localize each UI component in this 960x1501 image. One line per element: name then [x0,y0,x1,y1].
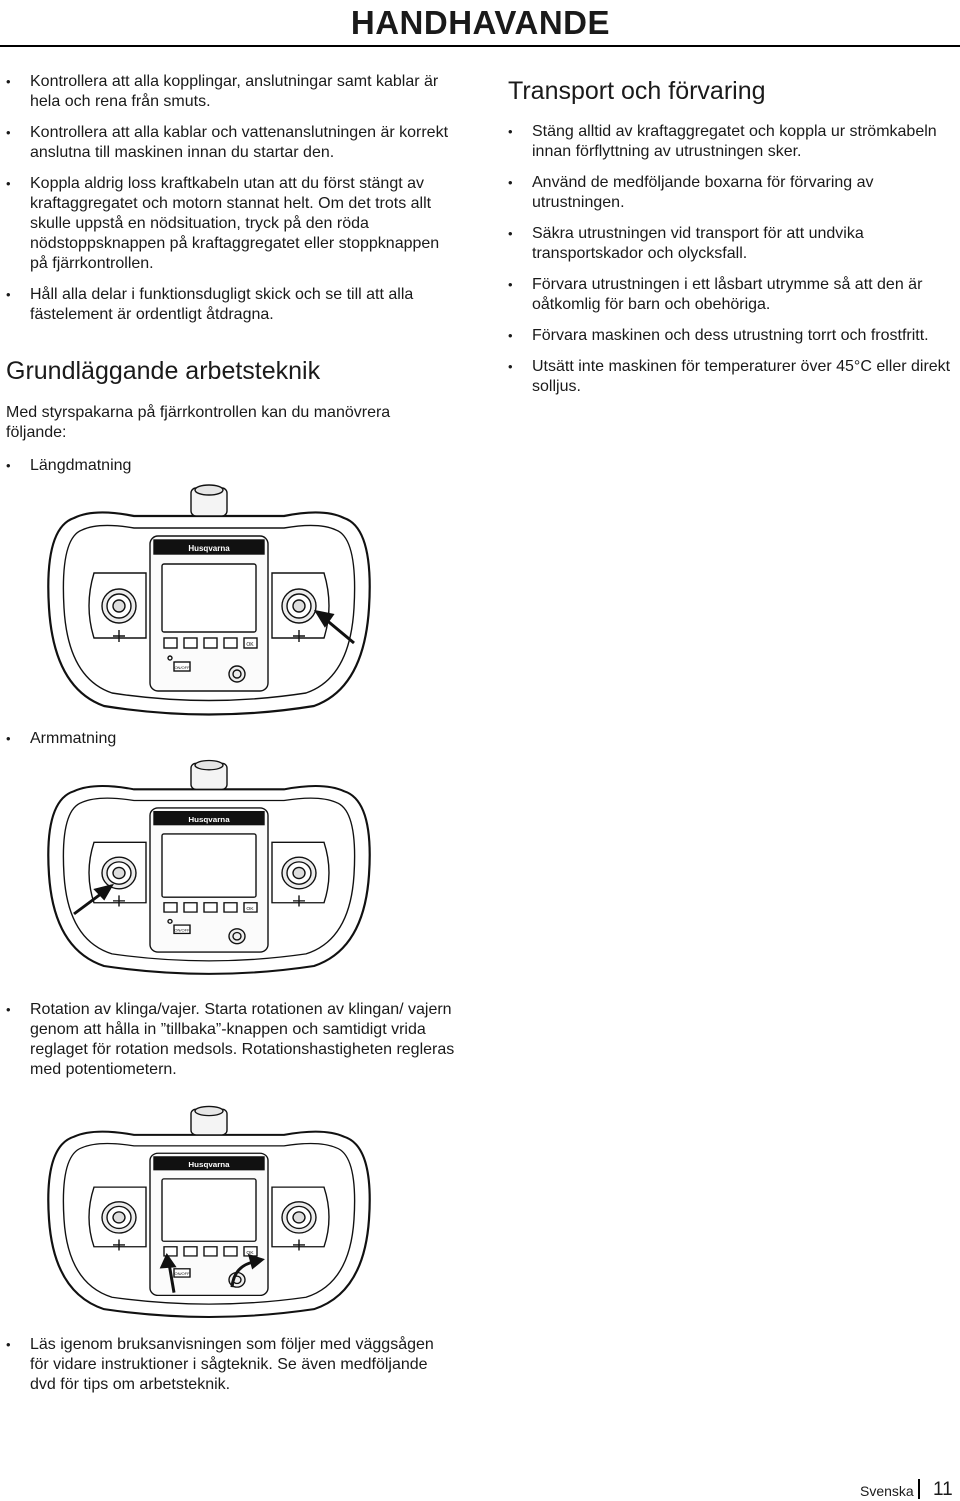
panel-button [224,1247,237,1256]
list-further-reading [6,1335,456,1406]
list-item: • Utsätt inte maskinen för temperaturer över 45°C eller direkt solljus. [508,357,960,397]
ok-button-label: OK [246,1251,254,1257]
remote-control-illustration [34,478,384,720]
section-heading-basic-technique: Grundläggande arbetsteknik [6,357,321,385]
display-screen [162,1179,256,1241]
remote-body [48,761,369,974]
potentiometer-knob [229,666,245,682]
list-item: • Rotation av klinga/vajer. Starta rotationen av klingan/ vajern genom att hålla in ”tillbaka”-knappen och samtidigt vrida reglaget för rotation medsols. Rotationshastigheten regleras med potentiometern. [6,1000,456,1080]
joystick-cap [293,1212,305,1223]
list-rotation [6,1000,456,1091]
panel-button [204,903,217,912]
remote-figure-longitudinal-feed [34,478,384,720]
joystick-symbol [293,1239,305,1250]
header-divider [0,45,960,47]
list-item: • Håll alla delar i funktionsdugligt skick och se till att alla fästelement är ordentligt åtdragna. [6,285,456,325]
section-heading-transport: Transport och förvaring [508,77,766,105]
joystick-cap [113,1212,125,1223]
list-item: • Förvara utrustningen i ett låsbart utrymme så att den är oåtkomlig för barn och obehöriga. [508,275,960,315]
list-item: • Förvara maskinen och dess utrustning torrt och frostfritt. [508,326,960,346]
indicator-arrow [74,886,111,914]
ok-button-label: OK [246,907,254,913]
remote-control-illustration [34,754,384,979]
intro-paragraph: Med styrspakarna på fjärrkontrollen kan du manövrera följande: [6,404,391,441]
remote-control-illustration [34,1100,384,1322]
display-screen [162,834,256,897]
ok-button-label: OK [246,642,254,648]
list-item: • Säkra utrustningen vid transport för att undvika transportskador och olycksfall. [508,224,960,264]
list-item: • Längdmatning [6,456,456,476]
brand-logo-text: Husqvarna [188,544,230,553]
panel-button [224,903,237,912]
panel-button [184,903,197,912]
brand-logo-text: Husqvarna [188,1160,230,1169]
panel-button [224,638,237,648]
panel-button [184,1247,197,1256]
joystick-cap [113,867,125,878]
joystick-symbol [293,895,305,906]
remote-figure-rotation [34,1100,384,1322]
joystick-cap [293,600,305,612]
list-item: • Armmatning [6,729,456,749]
joystick-symbol [113,895,125,906]
transport-list [508,122,960,408]
power-button-label: ON/OFF [174,928,190,933]
list-item: • Använd de medföljande boxarna för förvaring av utrustningen. [508,173,960,213]
panel-button [204,638,217,648]
footer-divider [918,1479,920,1499]
potentiometer-knob [229,929,245,944]
panel-button [204,1247,217,1256]
remote-figure-arm-feed [34,754,384,979]
joystick-symbol [113,1239,125,1250]
joystick-cap [113,600,125,612]
panel-button [164,638,177,648]
emergency-stop-cap [195,1106,223,1115]
list-item: • Stäng alltid av kraftaggregatet och koppla ur strömkabeln innan förflyttning av utrustningen sker. [508,122,960,162]
emergency-stop-cap [195,761,223,770]
panel-button [164,903,177,912]
power-button-label: ON/OFF [174,1272,190,1277]
list-item: • Kontrollera att alla kopplingar, anslutningar samt kablar är hela och rena från smuts. [6,72,456,112]
joystick-symbol [113,630,125,642]
display-screen [162,564,256,632]
page-number: 11 [933,1479,953,1500]
power-button-label: ON/OFF [174,665,190,670]
list-item: • Läs igenom bruksanvisningen som följer med väggsågen för vidare instruktioner i sågteknik. Se även medföljande dvd för tips om arbetsteknik. [6,1335,456,1395]
page-header-title: HANDHAVANDE [350,4,610,41]
remote-body [48,485,369,715]
brand-logo-text: Husqvarna [188,815,230,824]
remote-body [48,1106,369,1317]
joystick-symbol [293,630,305,642]
joystick-cap [293,867,305,878]
left-column [6,72,456,336]
list-item: • Kontrollera att alla kablar och vattenanslutningen är korrekt anslutna till maskinen innan du startar den. [6,123,456,163]
footer-language: Svenska [860,1483,914,1499]
safety-checklist [6,72,456,325]
panel-button [184,638,197,648]
panel-button [164,1247,177,1256]
list-item: • Koppla aldrig loss kraftkabeln utan att du först stängt av kraftaggregatet och motorn stannat helt. Om det trots allt skulle uppstå en nödsituation, tryck på den röda nödstoppsknappen på kraftaggregatet eller stoppknappen på fjärrkontrollen. [6,174,456,274]
emergency-stop-cap [195,485,223,495]
